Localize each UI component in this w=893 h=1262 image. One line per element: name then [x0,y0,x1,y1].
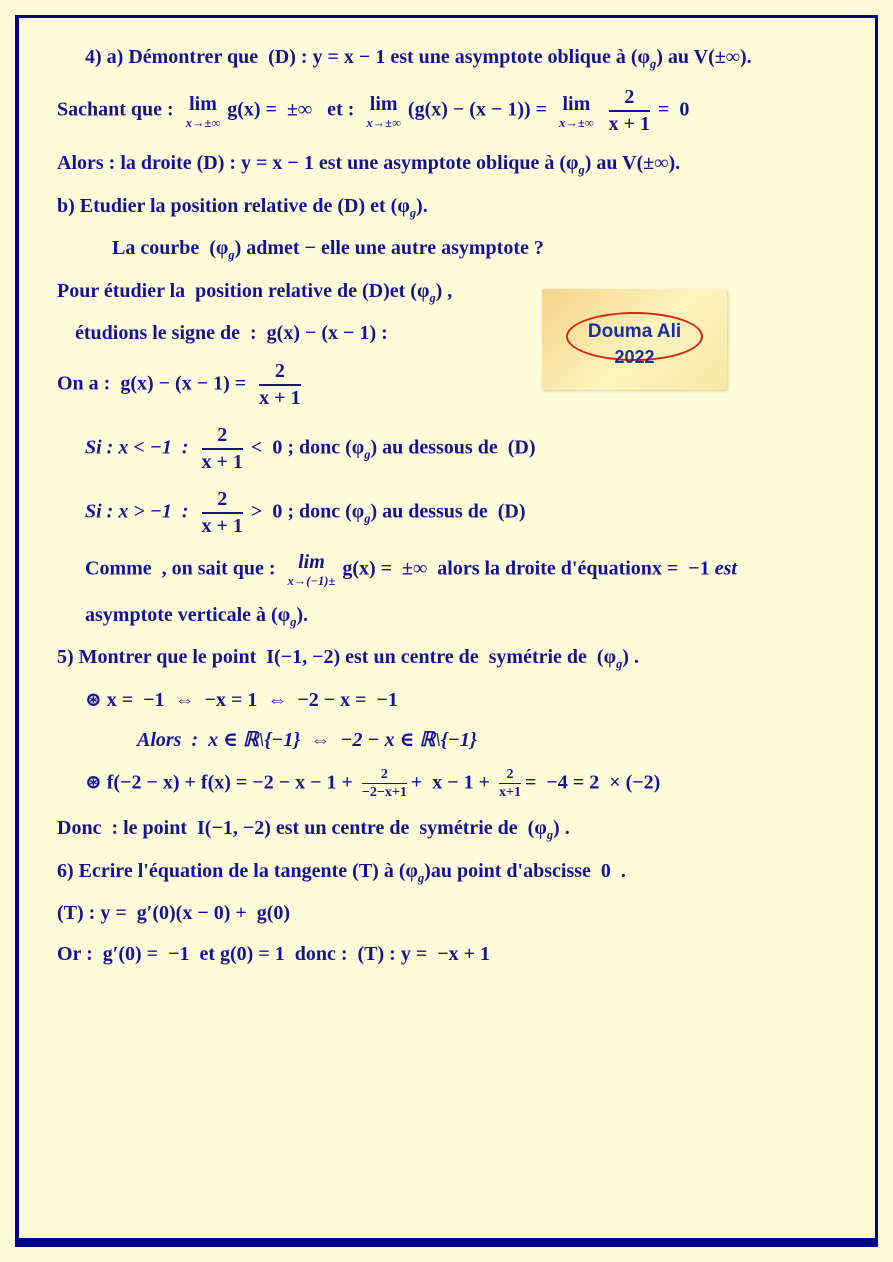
text-segment: Comme , on sait que : [85,557,281,580]
line-sachant-limits [57,86,845,136]
subscript-g: g [546,828,554,843]
text-segment: ) au V(±∞). [584,152,681,175]
text-segment: ⊛ x = −1 ⇔ −x = 1 ⇔ −2 − x = −1 [85,688,398,711]
subscript-g: g [409,205,417,220]
fraction-numerator: 2 [259,360,300,386]
text-segment: ⊛ f(−2 − x) + f(x) = −2 − x − 1 + [85,771,358,794]
line-comme-limite [85,552,845,588]
fraction-denominator: x + 1 [608,113,651,136]
subscript-g: g [417,870,425,885]
fraction-numerator: 2 [202,424,243,450]
fraction-denominator: x + 1 [259,387,301,410]
fraction [259,360,300,410]
limit-subscript: x→(−1)± [287,574,336,589]
text-segment: Donc : le point I(−1, −2) est un centre de symétrie de (φ [57,817,547,840]
subscript-g: g [228,248,235,263]
text-segment: Alors : x ∈ ℝ\{−1} ⇔ −2 − x ∈ ℝ\{−1} [137,728,477,751]
text-segment: On a : g(x) − (x − 1) = [57,372,252,395]
limit-word: lim [189,92,217,115]
line-alors-droite [57,150,845,178]
text-segment: (T) : y = g′(0)(x − 0) + g(0) [57,902,291,925]
limit-expression [366,94,401,130]
subscript-g: g [650,57,657,71]
subscript-g: g [364,511,371,526]
line-4b-statement [57,193,845,221]
text-segment: Alors : la droite (D) : y = x − 1 est une asymptote oblique à (φ [57,152,579,175]
fraction-numerator: 2 [362,767,407,784]
limit-expression [288,552,336,588]
page-border-frame [15,15,878,1247]
line-etudions-signe [75,320,845,346]
line-tangente-formule [57,900,845,926]
text-segment: ) admet − elle une autre asymptote ? [234,237,544,260]
author-stamp [542,289,727,390]
text-segment: Pour étudier la position relative de (D)et (φ [57,279,430,302]
limit-word: lim [369,92,398,115]
text-segment: (g(x) − (x − 1)) = [407,98,553,121]
fraction-numerator: 2 [499,767,521,784]
fraction [202,424,243,474]
fraction [202,488,243,538]
text-segment: ) au dessous de (D) [370,436,536,459]
line-si-inferieur [85,424,845,474]
line-symetrie-calcul [85,767,845,801]
fraction [499,767,521,801]
text-segment: Si : x > −1 : [85,500,194,523]
text-segment: ). [416,194,428,217]
text-segment: ) au dessus de (D) [370,500,526,523]
text-segment: est [714,557,737,580]
text-segment: g(x) = ±∞ alors la droite d'équationx = −1 [342,557,715,580]
text-segment: La courbe (φ [112,237,229,260]
subscript-g: g [578,163,585,178]
text-segment: ) au V(±∞). [656,46,752,68]
limit-subscript: x→±∞ [559,115,594,130]
text-segment: g(x) = ±∞ et : [227,98,360,121]
text-segment: asymptote verticale à (φ [85,603,291,626]
text-segment: Si : x < −1 : [85,436,194,459]
limit-expression [186,94,221,130]
text-segment: 4) a) Démontrer que (D) : y = x − 1 est une asymptote oblique à (φ [85,46,651,68]
text-segment: )au point d'abscisse 0 . [424,859,626,882]
subscript-g: g [429,290,436,305]
line-courbe-question [112,235,845,263]
text-segment: ) . [622,646,639,669]
limit-subscript: x→±∞ [185,115,221,130]
fraction-denominator: x + 1 [201,451,243,474]
subscript-g: g [364,447,371,462]
text-segment: b) Etudier la position relative de (D) et (φ [57,194,410,217]
fraction [362,767,407,801]
line-si-superieur [85,488,845,538]
text-segment: 5) Montrer que le point I(−1, −2) est un centre de symétrie de (φ [57,646,617,669]
fraction-denominator: x + 1 [201,515,243,538]
fraction-denominator: x+1 [499,785,522,801]
text-segment: = 0 [658,98,690,121]
subscript-g: g [290,614,297,629]
text-segment: Sachant que : [57,98,179,121]
text-segment: ). [296,603,309,626]
text-segment: Or : g′(0) = −1 et g(0) = 1 donc : (T) : y = −x + 1 [57,942,491,965]
text-segment: ) . [553,817,570,840]
text-segment: + x − 1 + [410,771,496,794]
text-segment: étudions le signe de : g(x) − (x − 1) : [75,321,388,344]
author-name: Douma Ali [587,320,682,342]
fraction [609,86,650,136]
fraction-numerator: 2 [202,488,243,514]
line-4a-statement [85,44,845,72]
fraction-denominator: −2−x+1 [361,785,407,801]
text-segment: = −4 = 2 × (−2) [525,771,661,794]
text-segment: < 0 ; donc (φ [250,436,365,459]
limit-word: lim [298,551,325,574]
fraction-numerator: 2 [609,86,650,112]
limit-word: lim [562,92,591,115]
text-segment: 6) Ecrire l'équation de la tangente (T) à (φ [57,859,418,882]
line-donc-conclusion [57,815,845,843]
text-segment: > 0 ; donc (φ [250,500,365,523]
line-equivalence-2 [137,727,845,753]
line-asymptote-verticale [85,602,845,630]
line-5-statement [57,644,845,672]
limit-subscript: x→±∞ [366,115,401,130]
line-equivalence-1 [85,687,845,713]
stamp-year: 2022 [614,346,655,367]
text-segment: ) , [435,279,453,302]
line-6-statement [57,858,845,886]
subscript-g: g [616,657,623,672]
limit-expression [559,94,594,130]
line-tangente-resultat [57,941,845,967]
